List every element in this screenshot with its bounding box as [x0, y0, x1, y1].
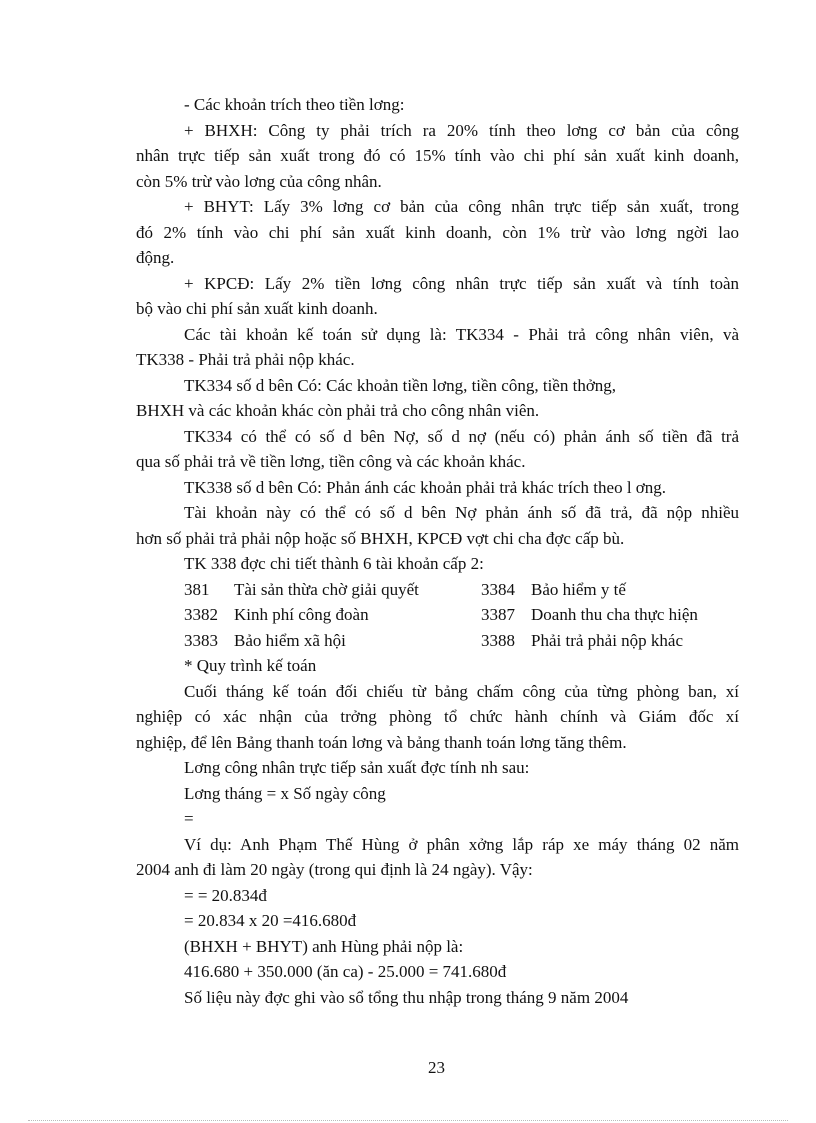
- account-code: 3387: [481, 605, 515, 624]
- account-code: 381: [184, 579, 210, 599]
- paragraph-line: qua số phải trả về tiền lơng, tiền công và các khoản khác.: [136, 452, 526, 471]
- paragraph-line: động.: [136, 248, 175, 267]
- formula-line: 416.680 + 350.000 (ăn ca) - 25.000 = 741.680đ: [184, 962, 507, 981]
- section-heading: * Quy trình kế toán: [184, 656, 317, 675]
- account-code: 3383: [184, 630, 218, 650]
- account-name: Bảo hiểm y tế: [531, 579, 626, 599]
- account-code: 3382: [184, 605, 218, 624]
- formula-line: Lơng tháng = x Số ngày công: [184, 783, 386, 803]
- formula-line: = = 20.834đ: [184, 885, 267, 905]
- paragraph-line: + KPCĐ: Lấy 2% tiền lơng công nhân trực tiếp sản xuất và tính toàn: [184, 273, 739, 293]
- account-name: Bảo hiểm xã hội: [234, 630, 346, 650]
- paragraph-line: Lơng công nhân trực tiếp sản xuất đợc tính nh sau:: [184, 758, 530, 777]
- paragraph-line: TK338 - Phải trả phải nộp khác.: [136, 350, 355, 369]
- paragraph-line: Cuối tháng kế toán đối chiếu từ bảng chấm công của từng phòng ban, xí: [184, 681, 739, 701]
- paragraph-line: + BHXH: Công ty phải trích ra 20% tính theo lơng cơ bản của công: [184, 120, 739, 140]
- paragraph-line: Các tài khoản kế toán sử dụng là: TK334 - Phải trả công nhân viên, và: [184, 324, 739, 344]
- account-name: Kinh phí công đoàn: [234, 605, 369, 624]
- paragraph-line: (BHXH + BHYT) anh Hùng phải nộp là:: [184, 936, 464, 956]
- paragraph-line: đó 2% tính vào chi phí sản xuất kinh doanh, còn 1% trừ vào lơng ngời lao: [136, 222, 739, 242]
- account-row: [136, 628, 739, 654]
- paragraph-line: 2004 anh đi làm 20 ngày (trong qui định là 24 ngày). Vậy:: [136, 860, 533, 879]
- paragraph-line: bộ vào chi phí sản xuất kinh doanh.: [136, 299, 378, 318]
- paragraph-line: nghiệp, để lên Bảng thanh toán lơng và bảng thanh toán lơng tăng thêm.: [136, 732, 627, 752]
- paragraph-line: Số liệu này đợc ghi vào sổ tổng thu nhập trong tháng 9 năm 2004: [184, 987, 629, 1007]
- paragraph-line: + BHYT: Lấy 3% lơng cơ bản của công nhân trực tiếp sản xuất, trong: [184, 197, 739, 216]
- account-row: [136, 602, 739, 628]
- paragraph-line: nhân trực tiếp sản xuất trong đó có 15% tính vào chi phí sản xuất kinh doanh,: [136, 146, 739, 165]
- paragraph-line: BHXH và các khoản khác còn phải trả cho công nhân viên.: [136, 401, 540, 420]
- account-row: [136, 577, 739, 603]
- paragraph-line: hơn số phải trả phải nộp hoặc số BHXH, KPCĐ vợt chi cha đợc cấp bù.: [136, 528, 625, 548]
- formula-line: =: [184, 809, 194, 828]
- paragraph-line: nghiệp có xác nhận của trởng phòng tổ chức hành chính và Giám đốc xí: [136, 707, 739, 726]
- account-name: Tài sản thừa chờ giải quyết: [234, 579, 419, 599]
- paragraph-line: còn 5% trừ vào lơng của công nhân.: [136, 171, 382, 191]
- page-number: 23: [428, 1058, 445, 1077]
- account-code: 3388: [481, 630, 515, 650]
- paragraph-line: Tài khoản này có thể có số d bên Nợ phản ánh số đã trả, đã nộp nhiều: [184, 503, 739, 522]
- formula-line: = 20.834 x 20 =416.680đ: [184, 911, 357, 930]
- paragraph-line: - Các khoản trích theo tiền lơng:: [184, 95, 405, 114]
- account-name: Phải trả phải nộp khác: [531, 630, 684, 650]
- page-border: [28, 1120, 788, 1121]
- account-name: Doanh thu cha thực hiện: [531, 605, 698, 624]
- account-code: 3384: [481, 579, 515, 599]
- paragraph-line: TK334 có thể có số d bên Nợ, số d nợ (nếu có) phản ánh số tiền đã trả: [184, 426, 739, 446]
- paragraph-line: TK 338 đợc chi tiết thành 6 tài khoản cấp 2:: [184, 554, 484, 573]
- paragraph-line: Ví dụ: Anh Phạm Thế Hùng ở phân xởng lắp ráp xe máy tháng 02 năm: [184, 834, 739, 854]
- paragraph-line: TK334 số d bên Có: Các khoản tiền lơng, tiền công, tiền thởng,: [184, 375, 617, 395]
- paragraph-line: TK338 số d bên Có: Phản ánh các khoản phải trả khác trích theo l ơng.: [184, 477, 667, 497]
- document-page: [136, 92, 739, 1010]
